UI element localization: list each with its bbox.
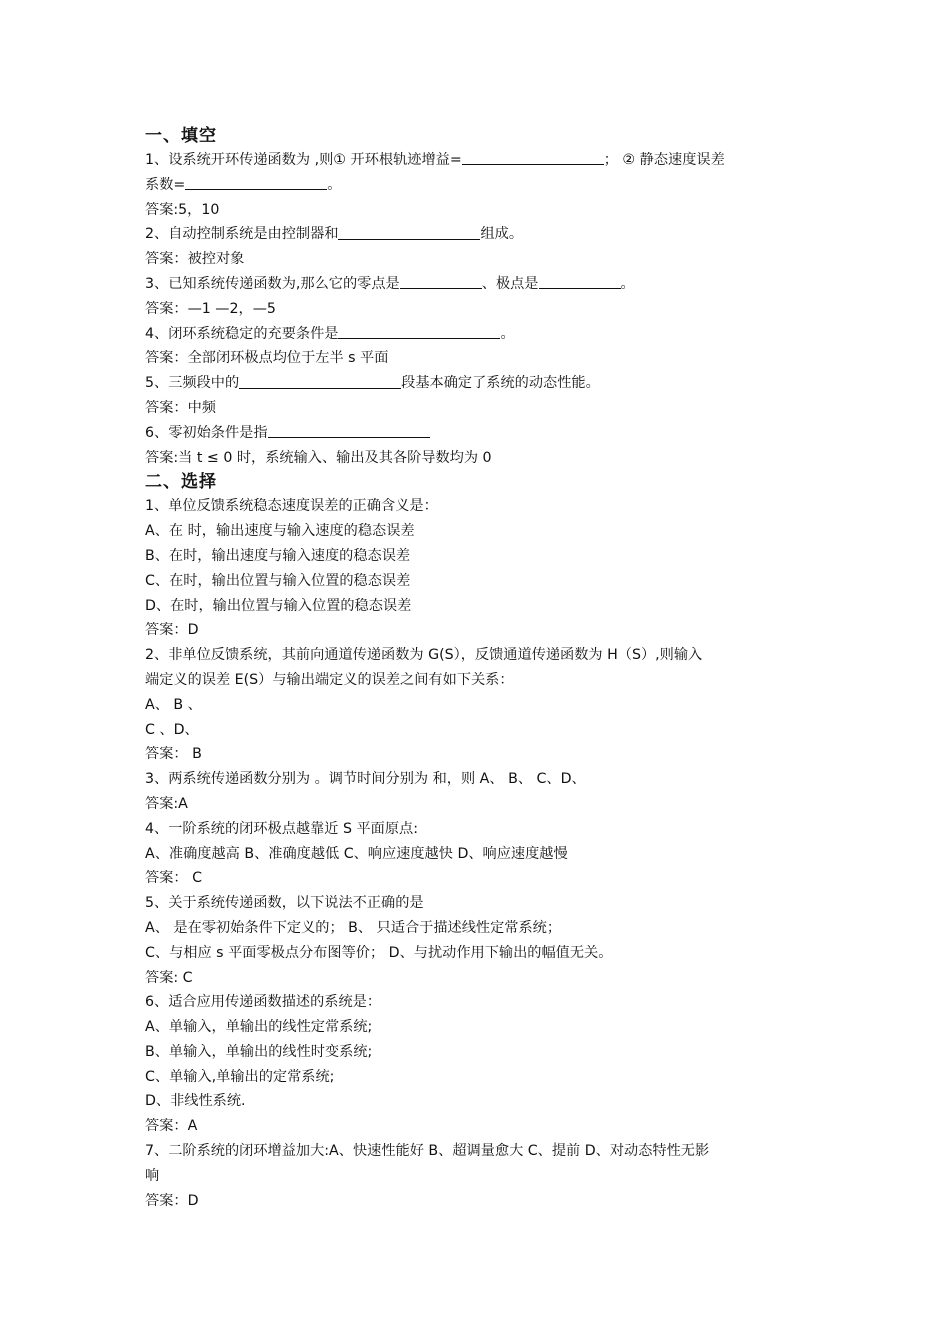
text-line: 答案：D xyxy=(145,622,199,639)
question-2: 2、自动控制系统是由控制器和 组成。 xyxy=(145,226,524,243)
answer-blank xyxy=(185,175,327,190)
text-line: 5、关于系统传递函数，以下说法不正确的是 xyxy=(145,895,424,912)
question-4: 4、闭环系统稳定的充要条件是 。 xyxy=(145,325,515,342)
text-line: C、在时，输出位置与输入位置的稳态误差 xyxy=(145,572,411,589)
text-line: A、 B 、 xyxy=(145,696,202,713)
text-line: A、单输入，单输出的线性定常系统; xyxy=(145,1019,373,1036)
answer-3: 答案：—1 —2，—5 xyxy=(145,300,276,317)
text-line: 6、适合应用传递函数描述的系统是： xyxy=(145,994,382,1011)
text-line: D、非线性系统. xyxy=(145,1093,246,1110)
answer-5: 答案：中频 xyxy=(145,399,216,416)
text-line: 响 xyxy=(145,1167,160,1184)
text-line: C 、D、 xyxy=(145,721,199,738)
text-line: 1、单位反馈系统稳态速度误差的正确含义是： xyxy=(145,498,438,515)
answer-blank xyxy=(462,150,604,165)
document-page xyxy=(145,124,810,1213)
answer-blank xyxy=(239,373,401,388)
answer-blank xyxy=(268,423,430,438)
question-5: 5、三频段中的 段基本确定了系统的动态性能。 xyxy=(145,375,600,392)
text-line: 答案: C xyxy=(145,969,193,986)
answer-4: 答案：全部闭环极点均位于左半 s 平面 xyxy=(145,350,389,367)
text-line: 2、非单位反馈系统，其前向通道传递函数为 G(S），反馈通道传递函数为 H（S）,则输入 xyxy=(145,647,703,664)
text-line: 答案： B xyxy=(145,746,202,763)
answer-blank xyxy=(338,225,480,240)
text-line: C、与相应 s 平面零极点分布图等价； D、与扰动作用下输出的幅值无关。 xyxy=(145,944,613,961)
question-1: 1、设系统开环传递函数为 ,则① 开环根轨迹增益= ； ② 静态速度误差 xyxy=(145,152,725,168)
answer-2: 答案：被控对象 xyxy=(145,251,245,268)
answer-1: 答案:5，10 xyxy=(145,201,220,218)
question-6: 6、零初始条件是指 xyxy=(145,421,810,446)
text-line: A、 是在零初始条件下定义的； B、 只适合于描述线性定常系统； xyxy=(145,919,562,936)
answer-blank xyxy=(400,274,482,289)
section-heading-fill-blank: 一、填空 xyxy=(145,126,217,146)
text-line: 3、两系统传递函数分别为 。调节时间分别为 和，则 A、 B、 C、D、 xyxy=(145,771,586,788)
text-line: A、准确度越高 B、准确度越低 C、响应速度越快 D、响应速度越慢 xyxy=(145,845,568,862)
text-line: 答案：A xyxy=(145,1118,198,1135)
answer-blank xyxy=(539,274,621,289)
text-line: 端定义的误差 E(S）与输出端定义的误差之间有如下关系： xyxy=(145,671,514,688)
section-heading-multiple-choice: 二、选择 xyxy=(145,472,217,493)
text-line: C、单输入,单输出的定常系统; xyxy=(145,1068,335,1085)
answer-blank xyxy=(338,324,500,339)
text-line: B、单输入，单输出的线性时变系统; xyxy=(145,1043,373,1060)
text-line: B、在时，输出速度与输入速度的稳态误差 xyxy=(145,547,411,564)
text-line: 答案：D xyxy=(145,1192,199,1209)
text-line: A、在 时，输出速度与输入速度的稳态误差 xyxy=(145,523,415,540)
question-1-continued: 系数= 。 xyxy=(145,176,342,193)
answer-6: 答案:当 t ≤ 0 时，系统输入、输出及其各阶导数均为 0 xyxy=(145,449,492,466)
question-3: 3、已知系统传递函数为,那么它的零点是 、极点是 。 xyxy=(145,275,635,292)
choice-section xyxy=(145,494,810,1213)
text-line: 答案： C xyxy=(145,870,202,887)
text-line: D、在时，输出位置与输入位置的稳态误差 xyxy=(145,597,412,614)
text-line: 7、二阶系统的闭环增益加大:A、快速性能好 B、超调量愈大 C、提前 D、对动态特性无影 xyxy=(145,1143,710,1160)
text-line: 答案:A xyxy=(145,795,188,812)
text-line: 4、一阶系统的闭环极点越靠近 S 平面原点: xyxy=(145,820,419,837)
